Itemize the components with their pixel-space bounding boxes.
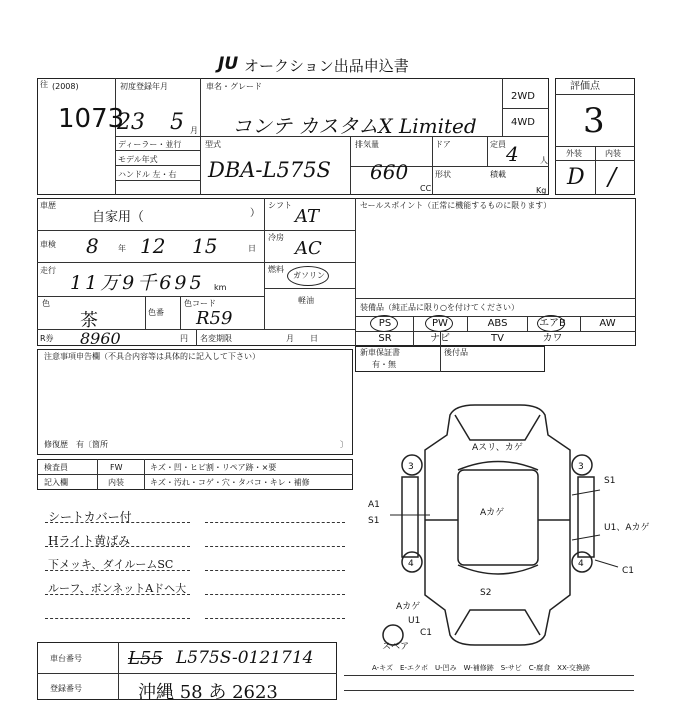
mark-lower-left-1: Aカゲ xyxy=(396,602,421,612)
label-inspector: 検査員 xyxy=(44,463,68,472)
damage-legend: A-キズ E-エクボ U-凹み W-補修跡 S-サビ C-腐食 XX-交換跡 xyxy=(372,664,590,672)
fw-label: FW xyxy=(110,463,123,472)
equip-4: エアB xyxy=(539,318,566,329)
label-after: 後付品 xyxy=(444,348,468,357)
label-fuel: 燃料 xyxy=(268,265,284,274)
label-first-reg: 初度登録年月 xyxy=(120,82,168,91)
year-unit: 年 xyxy=(118,244,126,253)
equip-6: SR xyxy=(378,333,392,344)
windshield xyxy=(458,462,538,471)
label-model-year: モデル年式 xyxy=(118,155,158,164)
note-4: ルーフ、ボンネットAドヘ大 xyxy=(48,582,187,595)
interior-grade: / xyxy=(608,163,617,191)
ac: AC xyxy=(295,238,322,259)
label-capacity: 定員 xyxy=(490,140,506,149)
label-shift: シフト xyxy=(268,201,292,210)
label-model: 型式 xyxy=(205,140,221,149)
equip-3: ABS xyxy=(487,318,508,329)
day-unit: 日 xyxy=(248,244,256,253)
label-mileage: 走行 xyxy=(40,266,56,275)
cc-unit: CC xyxy=(420,184,432,193)
name-change-unit: 月 日 xyxy=(286,334,318,343)
label-2wd: 2WD xyxy=(511,91,535,102)
mark-wheel-rr: 4 xyxy=(578,559,584,569)
label-doors: ドア xyxy=(435,140,451,149)
trunk xyxy=(455,610,540,635)
inspect-year: 8 xyxy=(86,234,99,258)
label-color: 色 xyxy=(42,299,50,308)
displacement: 660 xyxy=(370,160,409,184)
chassis-strike: L55 xyxy=(128,648,163,669)
mark-rear: S2 xyxy=(480,588,492,598)
label-entry: 記入欄 xyxy=(44,478,68,487)
equip-circle-ps xyxy=(370,315,398,332)
equip-circle-pw xyxy=(425,315,453,332)
mark-front-bumper: Aスリ、カゲ xyxy=(472,443,523,453)
mark-spare: スペア xyxy=(382,642,410,650)
equip-2: PW xyxy=(432,318,448,329)
mark-wheel-rl: 4 xyxy=(408,559,414,569)
label-name-grade: 車名・グレード xyxy=(206,82,262,91)
yen-unit: 円 xyxy=(180,334,188,343)
note-2: Hライト黄ばみ xyxy=(48,534,131,548)
label-plate: 登録番号 xyxy=(50,684,82,693)
label-dealer: ディーラー・並行 xyxy=(118,140,182,149)
label-load: 積載 xyxy=(490,170,506,179)
label-manual: 新車保証書 xyxy=(360,348,400,357)
year-tag: (2008) xyxy=(52,82,79,91)
label-interior: 内装 xyxy=(605,149,621,158)
label-chassis: 車台番号 xyxy=(50,654,82,663)
label-r-tax: R券 xyxy=(40,334,54,343)
chassis: L575S-0121714 xyxy=(176,648,314,668)
note-1: シートカバー付 xyxy=(48,510,132,524)
equip-7: ナビ xyxy=(430,333,450,344)
corner-mark: 往 xyxy=(40,80,48,89)
label-exterior: 外装 xyxy=(566,149,582,158)
label-ac: 冷房 xyxy=(268,233,284,242)
label-history: 車歴 xyxy=(40,201,56,210)
label-notes: 注意事項申告欄（不具合内容等は具体的に記入して下さい） xyxy=(44,352,260,361)
equip-5: AW xyxy=(599,318,616,329)
label-equipment: 装備品（純正品に限り○を付けてください） xyxy=(360,303,519,312)
mark-roof: Aカゲ xyxy=(480,508,505,518)
interior-label: 内装 xyxy=(108,478,124,487)
equip-1: PS xyxy=(378,318,392,329)
equip-9: カワ xyxy=(542,333,563,344)
mark-wheel-fr: 3 xyxy=(578,462,584,472)
car-name: コンテ カスタムX Limited xyxy=(232,114,477,138)
color-code: R59 xyxy=(196,308,233,329)
mark-left-2: S1 xyxy=(368,516,380,526)
equip-8: TV xyxy=(491,333,504,344)
reg-month: 5 xyxy=(170,110,184,135)
mileage: 11万9千695 xyxy=(70,272,205,294)
month-unit: 月 xyxy=(190,126,198,135)
history-close: ） xyxy=(250,208,260,219)
form-title: オークション出品申込書 xyxy=(244,57,409,75)
kg-unit: Kg xyxy=(536,186,547,195)
mark-right-1: S1 xyxy=(604,476,616,486)
repair-close: 〕 xyxy=(340,440,348,449)
label-color-no: 色番 xyxy=(148,308,164,317)
color: 茶 xyxy=(80,310,98,331)
history: 自家用（ xyxy=(92,210,145,225)
km-unit: km xyxy=(214,283,227,292)
person-unit: 人 xyxy=(540,156,548,165)
mark-right-2: U1、Aカゲ xyxy=(604,523,650,533)
label-displacement: 排気量 xyxy=(355,140,379,149)
legend2: キズ・汚れ・コゲ・穴・タバコ・キレ・補修 xyxy=(150,478,310,487)
label-color-code: 色コード xyxy=(184,299,216,308)
label-name-change: 名変期限 xyxy=(200,334,232,343)
damage-diagram xyxy=(360,395,660,650)
mark-lower-left-3: C1 xyxy=(420,628,433,638)
r-tax: 8960 xyxy=(80,329,121,348)
shift: AT xyxy=(295,206,320,227)
inspect-month: 12 xyxy=(140,234,166,258)
plate: 沖縄 58 あ 2623 xyxy=(138,682,278,703)
label-inspection: 車検 xyxy=(40,240,56,249)
rating: 3 xyxy=(583,101,605,141)
car-body-outline xyxy=(425,405,570,645)
label-shape: 形状 xyxy=(435,170,451,179)
fuel: ガソリン xyxy=(293,271,325,280)
reg-era-year: 23 xyxy=(117,110,145,135)
label-rating: 評価点 xyxy=(570,81,600,92)
mark-lower-left-2: U1 xyxy=(408,616,421,626)
manual-options: 有・無 xyxy=(372,360,396,369)
label-repair: 修復歴 有〔箇所 xyxy=(44,440,108,449)
hood xyxy=(455,415,540,440)
label-sales-point: セールスポイント（正常に機能するものに限ります） xyxy=(360,201,552,210)
mark-right-3: C1 xyxy=(622,566,635,576)
mark-wheel-fl: 3 xyxy=(408,462,414,472)
mark-left-1: A1 xyxy=(368,500,380,510)
label-handle: ハンドル 左・右 xyxy=(118,170,177,179)
model-code: DBA-L575S xyxy=(208,158,331,182)
fuel-alt: 軽油 xyxy=(298,296,314,305)
note-3: 下メッキ、ダイルームSC xyxy=(48,558,174,571)
lot-number: 1073 xyxy=(58,104,125,134)
rear-glass xyxy=(458,565,538,574)
equip-circle-airbag xyxy=(537,315,565,332)
header-logo: JU xyxy=(218,54,239,74)
inspect-day: 15 xyxy=(192,234,218,258)
doors: 4 xyxy=(506,142,519,166)
label-4wd: 4WD xyxy=(511,117,535,128)
legend1: キズ・凹・ヒビ割・リペア跡・×要 xyxy=(150,463,277,472)
exterior-grade: D xyxy=(567,165,585,190)
